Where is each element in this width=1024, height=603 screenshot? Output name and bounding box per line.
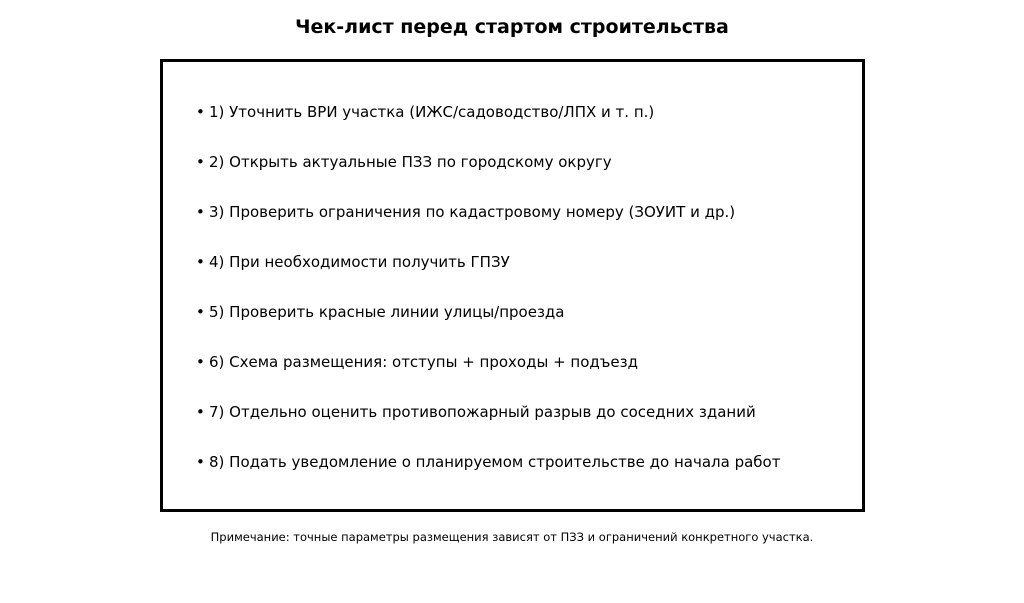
bullet-icon: • [196,253,205,271]
checklist-item [196,200,780,250]
checklist-item [196,250,780,300]
checklist-item [196,450,780,500]
checklist-item-text: 3) Проверить ограничения по кадастровому номеру (ЗОУИТ и др.) [209,203,736,221]
page-title: Чек-лист перед стартом строительства [295,16,729,38]
bullet-icon: • [196,403,205,421]
checklist-item-text: 2) Открыть актуальные ПЗЗ по городскому округу [209,153,612,171]
checklist-item [196,150,780,200]
footnote: Примечание: точные параметры размещения зависят от ПЗЗ и ограничений конкретного участка. [210,530,814,544]
checklist [196,100,780,500]
checklist-item-text: 5) Проверить красные линии улицы/проезда [209,303,565,321]
checklist-item-text: 1) Уточнить ВРИ участка (ИЖС/садоводство/ЛПХ и т. п.) [209,103,655,121]
checklist-item [196,300,780,350]
checklist-item-text: 6) Схема размещения: отступы + проходы + подъезд [209,353,638,371]
bullet-icon: • [196,353,205,371]
bullet-icon: • [196,153,205,171]
bullet-icon: • [196,103,205,121]
bullet-icon: • [196,453,205,471]
checklist-item-text: 8) Подать уведомление о планируемом строительстве до начала работ [209,453,781,471]
bullet-icon: • [196,203,205,221]
bullet-icon: • [196,303,205,321]
checklist-box [160,59,865,512]
checklist-item [196,100,780,150]
checklist-item [196,400,780,450]
checklist-item-text: 7) Отдельно оценить противопожарный разрыв до соседних зданий [209,403,756,421]
checklist-item-text: 4) При необходимости получить ГПЗУ [209,253,510,271]
checklist-item [196,350,780,400]
